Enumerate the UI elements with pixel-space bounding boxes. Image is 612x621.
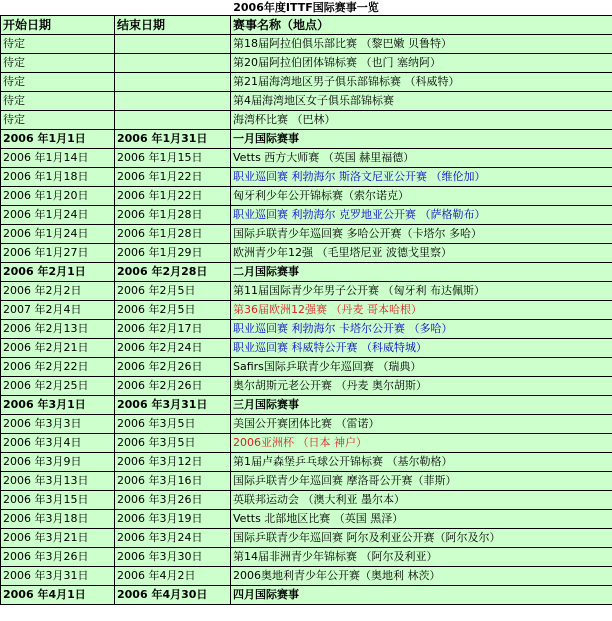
- event-name-cell: Vetts 西方大师赛 （英国 赫里福德）: [231, 149, 612, 168]
- start-date-cell: 2006 年3月21日: [1, 529, 115, 548]
- table-row: [1, 472, 612, 491]
- end-date-cell: 2006 年1月22日: [115, 187, 231, 206]
- event-name-cell: 职业巡回赛 利勃海尔 克罗地亚公开赛 （萨格勒布）: [231, 206, 612, 225]
- event-name-cell: 奥尔胡斯元老公开赛 （丹麦 奥尔胡斯）: [231, 377, 612, 396]
- table-row: [1, 206, 612, 225]
- event-name-cell: 匈牙利少年公开锦标赛（索尔诺克）: [231, 187, 612, 206]
- start-date-cell: 2006 年4月1日: [1, 586, 115, 605]
- event-name-cell: 职业巡回赛 利勃海尔 斯洛文尼亚公开赛 （维伦加）: [231, 168, 612, 187]
- event-name-cell: 2006奥地利青少年公开赛（奥地利 林茨）: [231, 567, 612, 586]
- table-row: [1, 358, 612, 377]
- start-date-cell: 待定: [1, 111, 115, 130]
- table-row: [1, 168, 612, 187]
- table-row: [1, 92, 612, 111]
- events-table: [0, 15, 612, 605]
- table-row: [1, 35, 612, 54]
- end-date-header: 结束日期: [115, 16, 231, 35]
- start-date-cell: 2006 年1月18日: [1, 168, 115, 187]
- end-date-cell: 2006 年2月28日: [115, 263, 231, 282]
- event-name-cell: 二月国际赛事: [231, 263, 612, 282]
- end-date-cell: 2006 年2月5日: [115, 301, 231, 320]
- table-row: [1, 491, 612, 510]
- start-date-cell: 2006 年1月24日: [1, 225, 115, 244]
- event-name-cell: 第18届阿拉伯俱乐部比赛 （黎巴嫩 贝鲁特）: [231, 35, 612, 54]
- event-name-cell: 第20届阿拉伯团体锦标赛 （也门 塞纳阿）: [231, 54, 612, 73]
- end-date-cell: 2006 年3月31日: [115, 396, 231, 415]
- event-name-cell: 国际乒联青少年巡回赛 多哈公开赛（卡塔尔 多哈）: [231, 225, 612, 244]
- start-date-cell: 2006 年3月13日: [1, 472, 115, 491]
- end-date-cell: 2006 年3月12日: [115, 453, 231, 472]
- start-date-cell: 2006 年3月9日: [1, 453, 115, 472]
- event-name-cell: 第11届国际青少年男子公开赛 （匈牙利 布达佩斯）: [231, 282, 612, 301]
- event-name-header: 赛事名称（地点）: [231, 16, 612, 35]
- table-row: [1, 149, 612, 168]
- event-name-cell: 2006亚洲杯 （日本 神户）: [231, 434, 612, 453]
- event-name-cell: 美国公开赛团体比赛 （雷诺）: [231, 415, 612, 434]
- event-name-cell: 职业巡回赛 利勃海尔 卡塔尔公开赛 （多哈）: [231, 320, 612, 339]
- start-date-cell: 2006 年3月3日: [1, 415, 115, 434]
- start-date-cell: 2006 年3月18日: [1, 510, 115, 529]
- start-date-cell: 2006 年3月15日: [1, 491, 115, 510]
- event-name-cell: 第14届非洲青少年锦标赛 （阿尔及利亚）: [231, 548, 612, 567]
- event-name-cell: Safirs国际乒联青少年巡回赛 （瑞典）: [231, 358, 612, 377]
- start-date-cell: 2006 年1月14日: [1, 149, 115, 168]
- start-date-cell: 2006 年3月26日: [1, 548, 115, 567]
- table-row: [1, 339, 612, 358]
- event-name-cell: 四月国际赛事: [231, 586, 612, 605]
- end-date-cell: 2006 年1月28日: [115, 206, 231, 225]
- end-date-cell: 2006 年1月15日: [115, 149, 231, 168]
- header-row: [1, 16, 612, 35]
- start-date-cell: 2006 年2月2日: [1, 282, 115, 301]
- end-date-cell: 2006 年4月2日: [115, 567, 231, 586]
- start-date-cell: 2007 年2月4日: [1, 301, 115, 320]
- table-row: [1, 453, 612, 472]
- end-date-cell: [115, 35, 231, 54]
- table-row: [1, 434, 612, 453]
- month-header-row: [1, 130, 612, 149]
- end-date-cell: [115, 111, 231, 130]
- event-name-cell: 职业巡回赛 科威特公开赛 （科威特城）: [231, 339, 612, 358]
- table-row: [1, 54, 612, 73]
- start-date-cell: 2006 年1月27日: [1, 244, 115, 263]
- start-date-cell: 2006 年1月20日: [1, 187, 115, 206]
- table-row: [1, 377, 612, 396]
- end-date-cell: 2006 年1月28日: [115, 225, 231, 244]
- end-date-cell: 2006 年4月30日: [115, 586, 231, 605]
- end-date-cell: 2006 年3月19日: [115, 510, 231, 529]
- month-header-row: [1, 263, 612, 282]
- end-date-cell: 2006 年3月16日: [115, 472, 231, 491]
- table-row: [1, 510, 612, 529]
- end-date-cell: 2006 年1月31日: [115, 130, 231, 149]
- end-date-cell: 2006 年3月26日: [115, 491, 231, 510]
- event-name-cell: 欧洲青少年12强 （毛里塔尼亚 波德戈里察）: [231, 244, 612, 263]
- event-name-cell: 国际乒联青少年巡回赛 摩洛哥公开赛（菲斯）: [231, 472, 612, 491]
- event-name-cell: 海湾杯比赛 （巴林）: [231, 111, 612, 130]
- start-date-cell: 2006 年2月1日: [1, 263, 115, 282]
- start-date-cell: 待定: [1, 92, 115, 111]
- start-date-header: 开始日期: [1, 16, 115, 35]
- end-date-cell: 2006 年3月5日: [115, 434, 231, 453]
- table-row: [1, 548, 612, 567]
- event-name-cell: 第21届海湾地区男子俱乐部锦标赛 （科威特）: [231, 73, 612, 92]
- end-date-cell: 2006 年2月24日: [115, 339, 231, 358]
- start-date-cell: 2006 年2月25日: [1, 377, 115, 396]
- end-date-cell: [115, 92, 231, 111]
- table-row: [1, 567, 612, 586]
- start-date-cell: 2006 年3月31日: [1, 567, 115, 586]
- table-row: [1, 111, 612, 130]
- page-title: 2006年度ITTF国际赛事一览: [0, 0, 612, 15]
- start-date-cell: 2006 年3月4日: [1, 434, 115, 453]
- event-name-cell: 第4届海湾地区女子俱乐部锦标赛: [231, 92, 612, 111]
- table-row: [1, 282, 612, 301]
- end-date-cell: 2006 年2月26日: [115, 377, 231, 396]
- end-date-cell: 2006 年3月5日: [115, 415, 231, 434]
- event-name-cell: 第36届欧洲12强赛 （丹麦 哥本哈根）: [231, 301, 612, 320]
- start-date-cell: 待定: [1, 73, 115, 92]
- table-row: [1, 529, 612, 548]
- event-name-cell: 一月国际赛事: [231, 130, 612, 149]
- table-row: [1, 244, 612, 263]
- month-header-row: [1, 586, 612, 605]
- end-date-cell: [115, 54, 231, 73]
- start-date-cell: 2006 年2月13日: [1, 320, 115, 339]
- start-date-cell: 2006 年1月24日: [1, 206, 115, 225]
- end-date-cell: [115, 73, 231, 92]
- end-date-cell: 2006 年2月17日: [115, 320, 231, 339]
- end-date-cell: 2006 年2月26日: [115, 358, 231, 377]
- end-date-cell: 2006 年3月30日: [115, 548, 231, 567]
- start-date-cell: 待定: [1, 54, 115, 73]
- start-date-cell: 2006 年1月1日: [1, 130, 115, 149]
- table-row: [1, 73, 612, 92]
- start-date-cell: 2006 年2月21日: [1, 339, 115, 358]
- table-row: [1, 187, 612, 206]
- start-date-cell: 2006 年2月22日: [1, 358, 115, 377]
- table-row: [1, 415, 612, 434]
- end-date-cell: 2006 年2月5日: [115, 282, 231, 301]
- table-row: [1, 225, 612, 244]
- month-header-row: [1, 396, 612, 415]
- event-name-cell: 英联邦运动会 （澳大利亚 墨尔本）: [231, 491, 612, 510]
- start-date-cell: 待定: [1, 35, 115, 54]
- end-date-cell: 2006 年1月29日: [115, 244, 231, 263]
- end-date-cell: 2006 年3月24日: [115, 529, 231, 548]
- end-date-cell: 2006 年1月22日: [115, 168, 231, 187]
- event-name-cell: 三月国际赛事: [231, 396, 612, 415]
- start-date-cell: 2006 年3月1日: [1, 396, 115, 415]
- event-name-cell: 国际乒联青少年巡回赛 阿尔及利亚公开赛（阿尔及尔）: [231, 529, 612, 548]
- table-row: [1, 320, 612, 339]
- event-name-cell: Vetts 北部地区比赛 （英国 黑泽）: [231, 510, 612, 529]
- event-name-cell: 第1届卢森堡乒乓球公开锦标赛 （基尔勒格）: [231, 453, 612, 472]
- table-row: [1, 301, 612, 320]
